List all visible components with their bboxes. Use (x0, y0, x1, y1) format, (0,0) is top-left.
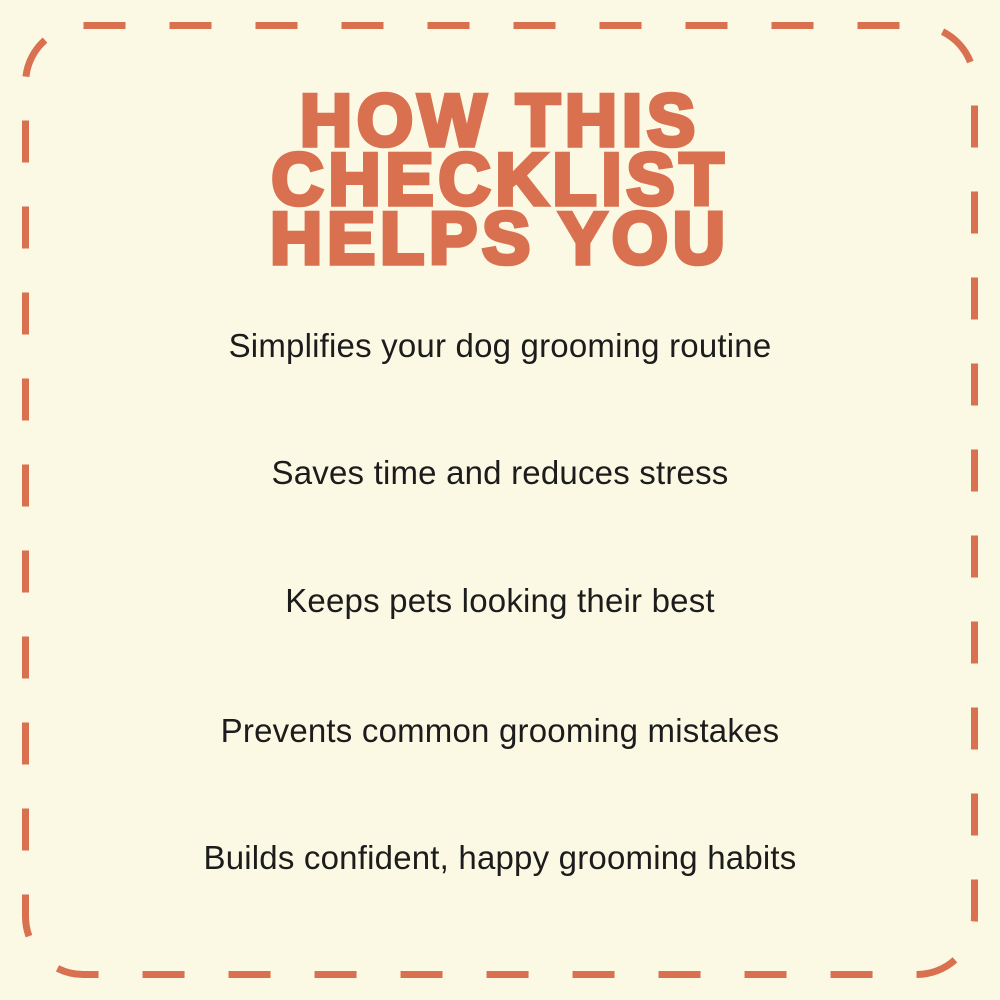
benefit-item-5: Builds confident, happy grooming habits (203, 839, 797, 876)
title-line-1: HOW THIS (300, 80, 700, 162)
benefit-item-3: Keeps pets looking their best (285, 582, 715, 619)
title-line-2: CHECKLIST (271, 139, 729, 221)
benefit-item-1: Simplifies your dog grooming routine (228, 327, 772, 364)
benefit-item-2: Saves time and reduces stress (271, 454, 729, 491)
benefit-item-4: Prevents common grooming mistakes (220, 712, 780, 749)
title-line-3: HELPS YOU (270, 198, 730, 280)
page-title (0, 80, 1000, 280)
